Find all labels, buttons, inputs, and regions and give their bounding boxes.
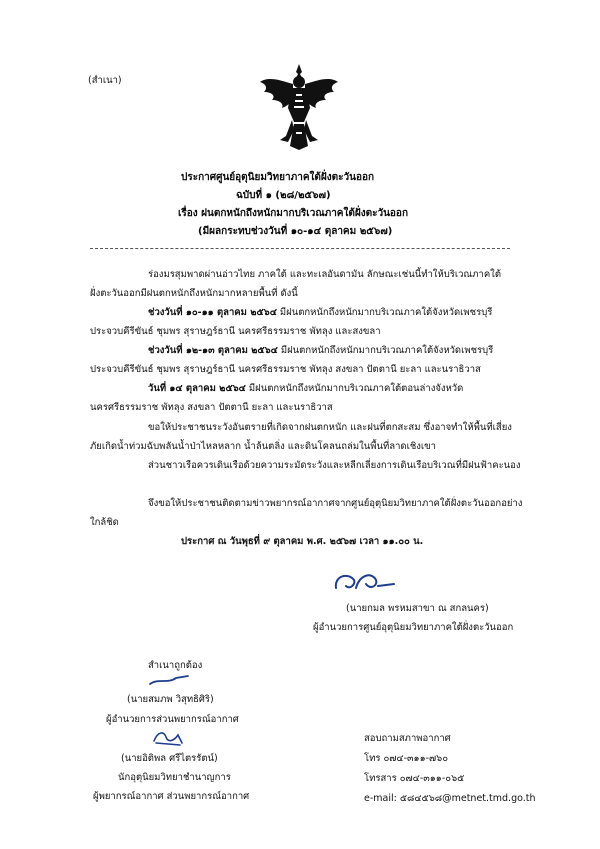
contact-fax: โทรสาร ๐๗๔-๓๑๑-๐๖๕: [364, 773, 465, 784]
announcement-date: ประกาศ ณ วันพุธที่ ๙ ตุลาคม พ.ศ. ๒๕๖๗ เวลา ๑๑.๐๐ น.: [181, 536, 424, 547]
certifier-1-position: ผู้อำนวยการส่วนพยากรณ์อากาศ: [106, 714, 239, 725]
period-3-line-2: นครศรีธรรมราช พัทลุง สงขลา ปัตตานี ยะลา และนราธิวาส: [90, 402, 333, 413]
period-2-text: มีฝนตกหนักถึงหนักมากบริเวณภาคใต้จังหวัดเพชรบุรี: [277, 345, 494, 356]
paragraph-4-line-2: ใกล้ชิด: [90, 517, 119, 528]
title-line-1: ประกาศศูนย์อุตุนิยมวิทยาภาคใต้ฝั่งตะวันออก: [181, 172, 375, 183]
period-1-label: ช่วงวันที่ ๑๐-๑๑ ตุลาคม ๒๕๖๔: [148, 307, 277, 318]
director-name: (นายกมล พรหมสาขา ณ สกลนคร): [346, 603, 489, 614]
title-line-2: ฉบับที่ ๑ (๒๘/๒๕๖๗): [236, 190, 331, 201]
title-divider: [90, 248, 510, 249]
period-2-line-2: ประจวบคีรีขันธ์ ชุมพร สุราษฎร์ธานี นครศรีธรรมราช พัทลุง สงขลา ปัตตานี ยะลา และนราธิวาส: [90, 364, 481, 375]
certifier-2-position-2: ผู้พยากรณ์อากาศ ส่วนพยากรณ์อากาศ: [93, 791, 250, 802]
paragraph-1-line-1: ร่องมรสุมพาดผ่านอ่าวไทย ภาคใต้ และทะเลอันดามัน ลักษณะเช่นนี้ทำให้บริเวณภาคใต้: [148, 269, 501, 280]
title-line-3: เรื่อง ฝนตกหนักถึงหนักมากบริเวณภาคใต้ฝั่งตะวันออก: [178, 208, 408, 219]
period-3-line-1: [148, 382, 463, 395]
certifier-1-name: (นายสมภพ วิสุทธิศิริ): [127, 694, 214, 705]
period-2-line-1: [148, 344, 493, 357]
copy-mark: (สำเนา): [88, 75, 122, 86]
certifier-2-signature-icon: [150, 727, 186, 747]
director-position: ผู้อำนวยการศูนย์อุตุนิยมวิทยาภาคใต้ฝั่งตะวันออก: [313, 622, 514, 633]
contact-phone: โทร ๐๗๔-๓๑๑-๗๖๐: [364, 753, 449, 764]
certifier-2-position-1: นักอุตุนิยมวิทยาชำนาญการ: [118, 772, 231, 783]
paragraph-1-line-2: ฝั่งตะวันออกมีฝนตกหนักถึงหนักมากหลายพื้นที่ ดังนี้: [90, 288, 298, 299]
period-1-line-1: [148, 306, 492, 319]
paragraph-3-line-1: ส่วนชาวเรือควรเดินเรือด้วยความระมัดระวังและหลีกเลี่ยงการเดินเรือบริเวณที่มีฝนฟ้าคะนอง: [148, 460, 521, 471]
period-1-text: มีฝนตกหนักถึงหนักมากบริเวณภาคใต้จังหวัดเพชรบุรี: [276, 307, 493, 318]
period-3-label: วันที่ ๑๔ ตุลาคม ๒๕๖๔: [148, 383, 246, 394]
title-line-4: (มีผลกระทบช่วงวันที่ ๑๐-๑๔ ตุลาคม ๒๕๖๗): [198, 226, 393, 237]
certifier-1-signature-icon: [148, 672, 192, 688]
contact-heading: สอบถามสภาพอากาศ: [364, 733, 451, 744]
certified-copy-label: สำเนาถูกต้อง: [148, 660, 203, 671]
paragraph-2-line-1: ขอให้ประชาชนระวังอันตรายที่เกิดจากฝนตกหนัก และฝนที่ตกสะสม ซึ่งอาจทำให้พื้นที่เสี่ยง: [148, 422, 512, 433]
certifier-2-name: (นายอิติพล ศรีไตรรัตน์): [121, 753, 218, 764]
period-2-label: ช่วงวันที่ ๑๒-๑๓ ตุลาคม ๒๕๖๔: [148, 345, 278, 356]
paragraph-2-line-2: ภัยเกิดน้ำท่วมฉับพลันน้ำป่าไหลหลาก น้ำล้นตลิ่ง และดินโคลนถล่มในพื้นที่ลาดเชิงเขา: [90, 441, 437, 452]
period-1-line-2: ประจวบคีรีขันธ์ ชุมพร สุราษฎร์ธานี นครศรีธรรมราช พัทลุง และสงขลา: [90, 326, 381, 337]
paragraph-4-line-1: จึงขอให้ประชาชนติดตามข่าวพยากรณ์อากาศจากศูนย์อุตุนิยมวิทยาภาคใต้ฝั่งตะวันออกอย่าง: [148, 498, 523, 509]
period-3-text: มีฝนตกหนักถึงหนักมากบริเวณภาคใต้ตอนล่างจังหวัด: [245, 383, 464, 394]
contact-email[interactable]: e-mail: ๕๘๔๕๖๘@metnet.tmd.go.th: [364, 793, 536, 804]
garuda-emblem-icon: [258, 62, 340, 152]
director-signature-icon: [330, 568, 400, 596]
